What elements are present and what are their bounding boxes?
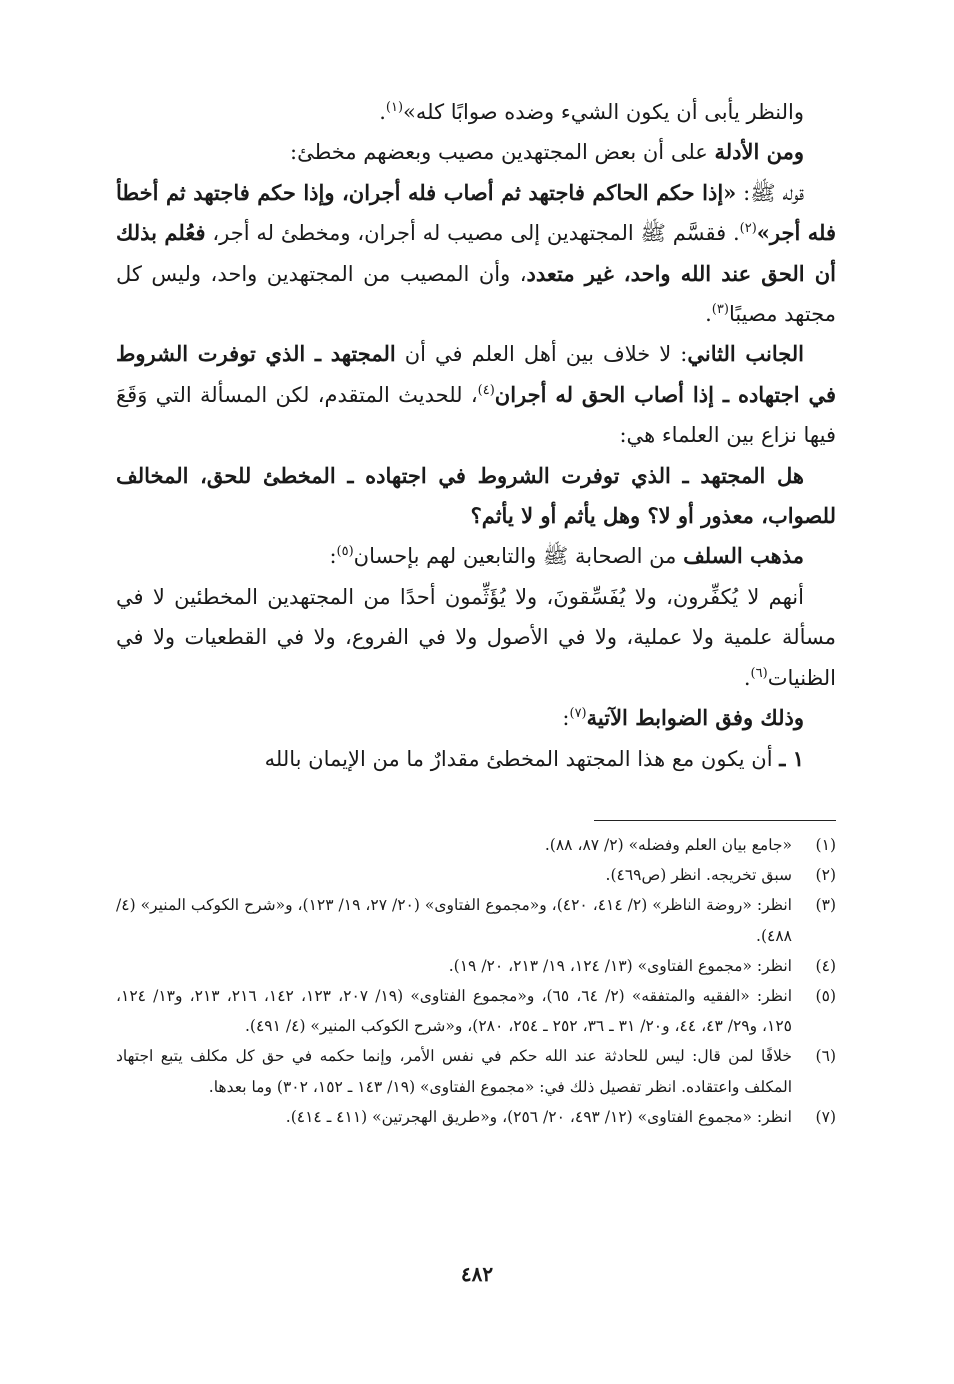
text-run: . xyxy=(379,100,386,124)
bold-text: وذلك وفق الضوابط الآتية xyxy=(586,705,804,731)
footnote-item xyxy=(116,830,836,860)
text-run: أنهم لا يُكفِّرون، ولا يُفَسِّقونَ، ولا يُؤَثِّمون أحدًا من المجتهدين المخطئين لا في مسألة علمية ولا عملية، ولا في الأصول ولا في الفروع، ولا في القطعيات ولا في الظنيات xyxy=(116,584,836,690)
paragraph-p6 xyxy=(116,536,836,576)
text-run: : لا خلاف بين أهل العلم في أن xyxy=(395,342,688,367)
bold-text: هل المجتهد ـ الذي توفرت الشروط في اجتهاده ـ المخطئ للحق، المخالف للصواب، معذور أو لا؟ وهل يأثم أو لا يأثم؟ xyxy=(116,462,836,529)
footnote-item xyxy=(116,890,836,950)
paragraph-p1 xyxy=(116,92,836,132)
footnote-text: «جامع بيان العلم وفضله» (٢/ ٨٧، ٨٨). xyxy=(544,836,792,854)
bold-text: المجتهد ـ الذي توفرت الشروط في اجتهاده ـ إذا أصاب الحق له أجران xyxy=(116,341,836,407)
text-run: . xyxy=(705,302,712,327)
text-run: ، للحديث المتقدم، لكن المسألة التي وَقَعَ فيها نزاع بين العلماء هي: xyxy=(116,382,836,448)
footnote-separator xyxy=(594,820,836,821)
footnote-text: انظر: «روضة الناظر» (٢/ ٤١٤، ٤٢٠)، و«مجموع الفتاوى» (٢٠/ ٢٧، ١٩/ ١٢٣)، و«شرح الكوكب المنير» (٤/ ٤٨٨). xyxy=(116,896,792,945)
bold-text: فعُلم بذلك أن الحق عند الله واحد، غير متعدد xyxy=(116,220,836,286)
footnote-number: (٢) xyxy=(815,866,836,885)
paragraph-p3 xyxy=(116,173,836,335)
footnote-item xyxy=(116,951,836,981)
footnote-number: (٦) xyxy=(815,1047,836,1066)
text-run: ، وأن المصيب من المجتهدين واحد، وليس كل مجتهد مصيبًا xyxy=(116,261,836,327)
footnote-ref: (٤) xyxy=(477,382,495,398)
footnote-item xyxy=(116,1041,836,1101)
text-run: قوله ﷺ: xyxy=(736,180,804,205)
footnote-item xyxy=(116,981,836,1041)
footnote-number: (١) xyxy=(815,836,836,854)
footnote-text: سبق تخريجه. انظر (ص٤٦٩). xyxy=(605,866,792,885)
footnote-ref: (٦) xyxy=(750,665,768,681)
main-text xyxy=(116,92,836,779)
footnote-number: (٣) xyxy=(815,896,836,915)
paragraph-p5 xyxy=(116,456,836,537)
bold-text: الجانب الثاني xyxy=(687,341,805,367)
text-run: والنظر يأبى أن يكون الشيء وضده صوابًا كله» xyxy=(403,100,804,124)
footnote-text: انظر: «مجموع الفتاوى» (١٣/ ١٢٤، ١٩/ ٢١٣، ٢٠/ ١٩). xyxy=(448,956,792,975)
footnote-text: خلافًا لمن قال: ليس للحادثة عند الله حكم في نفس الأمر، وإنما حكمه في حق كل مكلف يتبع اجتهاد المكلف واعتقاده. انظر تفصيل ذلك في: «مجموع الفتاوى» (١٩/ ١٤٣ ـ ١٥٢، ٣٠٢) وما بعدها. xyxy=(116,1047,792,1096)
bold-text: مذهب السلف xyxy=(683,543,804,569)
footnote-number: (٤) xyxy=(815,956,836,975)
footnote-ref: (٥) xyxy=(336,544,354,560)
text-run: . xyxy=(743,665,751,690)
text-run: . فقسَّم ﷺ المجتهدين إلى مصيب له أجران، ومخطئ له أجر، xyxy=(205,221,740,246)
text-run: أن يكون مع هذا المجتهد المخطئ مقدارٌ ما من الإيمان بالله xyxy=(264,746,780,771)
text-run: : xyxy=(329,544,337,569)
bold-text: ومن الأدلة xyxy=(714,139,804,165)
footnote-item xyxy=(116,860,836,890)
footnote-number: (٥) xyxy=(815,987,836,1006)
text-run: على أن بعض المجتهدين مصيب وبعضهم مخطئ: xyxy=(290,140,715,165)
footnote-item xyxy=(116,1102,836,1132)
paragraph-p8 xyxy=(116,698,836,738)
footnote-ref: (١) xyxy=(385,100,404,115)
bold-text: ١ ـ xyxy=(779,745,804,771)
page-number: ٤٨٢ xyxy=(460,1262,494,1286)
paragraph-p2 xyxy=(116,132,836,172)
footnote-ref: (٢) xyxy=(739,221,757,237)
footnote-text: انظر: «مجموع الفتاوى» (١٢/ ٤٩٣، ٢٠/ ٢٥٦)، و«طريق الهجرتين» (٤١١ ـ ٤١٤). xyxy=(285,1107,792,1126)
footnotes xyxy=(116,830,836,1132)
paragraph-p9 xyxy=(116,739,836,779)
footnote-number: (٧) xyxy=(815,1107,836,1126)
bold-text: «إذا حكم الحاكم فاجتهد ثم أصاب فله أجران، وإذا حكم فاجتهد ثم أخطأ فله أجر» xyxy=(116,179,837,246)
paragraph-p4 xyxy=(116,334,836,455)
footnote-ref: (٧) xyxy=(569,706,587,722)
paragraph-p7 xyxy=(116,577,836,698)
text-run: : xyxy=(562,706,570,731)
text-run: من الصحابة ﷺ والتابعين لهم بإحسان xyxy=(353,544,684,569)
footnote-ref: (٣) xyxy=(711,302,729,318)
footnote-text: انظر: «الفقيه والمتفقه» (٢/ ٦٤، ٦٥)، و«مجموع الفتاوى» (١٩/ ٢٠٧، ١٢٣، ١٤٢، ٢١٦، ٢١٣، و١٣/ ١٢٤، ١٢٥، و٢٩/ ٤٣، ٤٤، و٢٠/ ٣١ ـ ٣٦، ٢٥٢ ـ ٢٥٤، ٢٨٠)، و«شرح الكوكب المنير» (٤/ ٤٩١). xyxy=(116,987,792,1036)
